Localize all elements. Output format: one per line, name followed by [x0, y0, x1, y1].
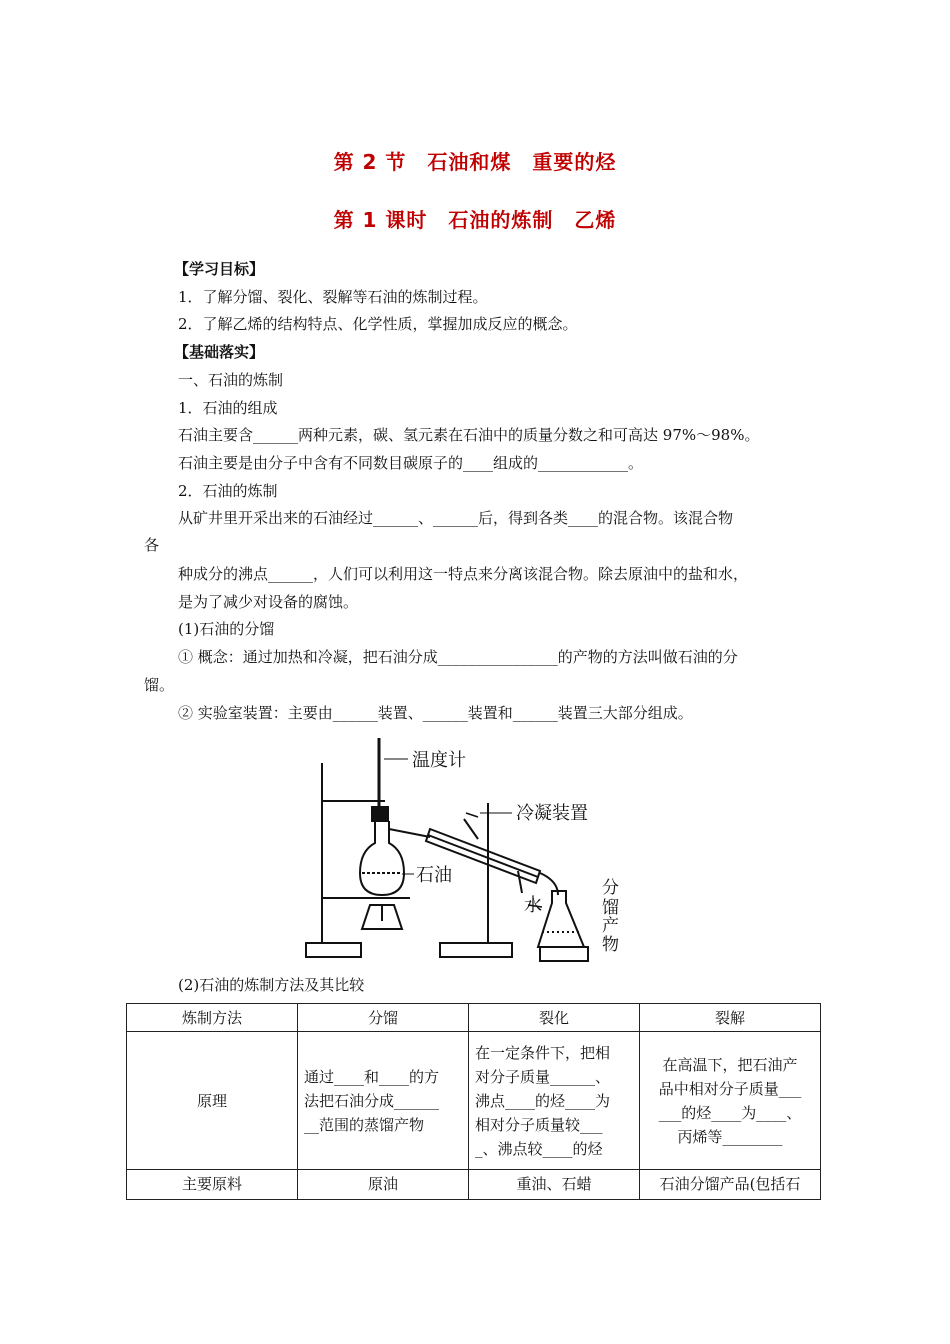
label-thermometer: 温度计: [412, 750, 466, 771]
section-heading: 一、石油的炼制: [178, 371, 284, 389]
cell-line: 品中相对分子质量___: [658, 1079, 802, 1098]
refining-comparison-table: [126, 1003, 821, 1200]
page-title: 第 2 节 石油和煤 重要的烃: [333, 150, 617, 174]
objective-2: 2．了解乙烯的结构特点、化学性质，掌握加成反应的概念。: [178, 315, 578, 333]
paragraph: 石油主要是由分子中含有不同数目碳原子的____组成的____________。: [178, 454, 644, 472]
label-product-3: 产: [602, 916, 619, 936]
table-cell-fractional: [298, 1032, 469, 1170]
table-row-label: 主要原料: [127, 1170, 298, 1200]
paragraph: 各: [144, 536, 160, 554]
table-header: 裂化: [469, 1004, 640, 1032]
paragraph: ② 实验室装置：主要由______装置、______装置和______装置三大部分组成。: [178, 704, 693, 722]
objective-1: 1．了解分馏、裂化、裂解等石油的炼制过程。: [178, 288, 488, 306]
cell-line: 沸点____的烃____为: [475, 1091, 611, 1110]
table-header: 分馏: [298, 1004, 469, 1032]
basics-heading: 【基础落实】: [174, 343, 265, 361]
cell-line: 丙烯等________: [677, 1127, 783, 1146]
table-cell-pyrolysis: [640, 1032, 821, 1170]
label-condenser: 冷凝装置: [516, 803, 588, 824]
cell-line: 法把石油分成______: [304, 1091, 440, 1110]
cell-line: __范围的蒸馏产物: [304, 1115, 425, 1134]
objectives-heading: 【学习目标】: [174, 260, 265, 278]
label-petroleum: 石油: [416, 865, 452, 886]
table-caption: (2)石油的炼制方法及其比较: [178, 976, 365, 994]
paragraph: 石油主要含______两种元素，碳、氢元素在石油中的质量分数之和可高达 97%～98%。: [178, 426, 760, 444]
distillation-apparatus-diagram: [290, 733, 635, 965]
cell-line: 对分子质量______、: [475, 1067, 611, 1086]
lesson-title: 第 1 课时 石油的炼制 乙烯: [333, 208, 617, 232]
table-cell: 石油分馏产品(包括石: [640, 1170, 821, 1200]
paragraph: 种成分的沸点______，人们可以利用这一特点来分离该混合物。除去原油中的盐和水，: [178, 565, 749, 583]
cell-line: _、沸点较____的烃: [475, 1139, 603, 1158]
cell-line: 通过____和____的方: [304, 1067, 440, 1086]
table-header: 裂解: [640, 1004, 821, 1032]
subheading-refining: 2．石油的炼制: [178, 482, 278, 500]
label-product-1: 分: [602, 878, 619, 898]
cell-line: ___的烃____为____、: [658, 1103, 802, 1122]
table-cell: 原油: [298, 1170, 469, 1200]
table-cell-cracking: [469, 1032, 640, 1170]
cell-line: 在一定条件下，把相: [475, 1043, 611, 1062]
table-cell: 重油、石蜡: [469, 1170, 640, 1200]
paragraph: 从矿井里开采出来的石油经过______、______后，得到各类____的混合物。该混合物: [178, 509, 734, 527]
paragraph: 是为了减少对设备的腐蚀。: [178, 593, 359, 611]
table-header: 炼制方法: [127, 1004, 298, 1032]
subheading-composition: 1．石油的组成: [178, 399, 278, 417]
label-product-2: 馏: [602, 898, 619, 918]
cell-line: 相对分子质量较___: [475, 1115, 603, 1134]
label-water: 水: [524, 895, 542, 916]
paragraph: 馏。: [144, 676, 175, 694]
paragraph: ① 概念：通过加热和冷凝，把石油分成________________的产物的方法叫做石油的分: [178, 648, 738, 666]
subheading-distillation: (1)石油的分馏: [178, 620, 275, 638]
table-row-label: 原理: [127, 1032, 298, 1170]
label-product-4: 物: [602, 935, 619, 955]
cell-line: 在高温下，把石油产: [662, 1055, 798, 1074]
